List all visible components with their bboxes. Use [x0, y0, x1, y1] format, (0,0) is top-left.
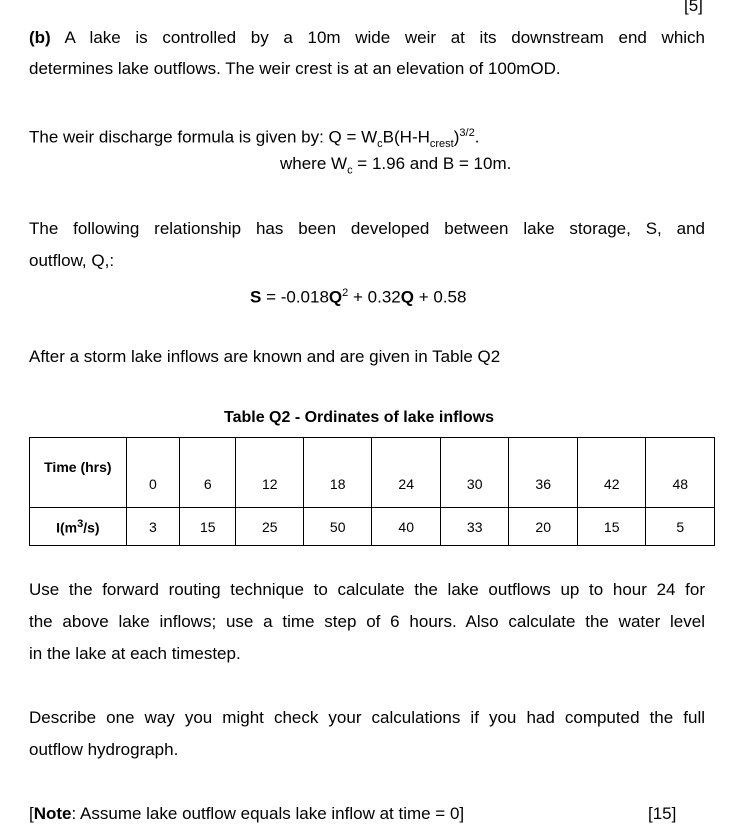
part-b-label: (b): [29, 28, 51, 47]
marks-bottom: [15]: [648, 804, 677, 823]
relationship-line1: The following relationship has been developed between lake storage, S, and: [29, 219, 705, 238]
inflow-cell: 3: [126, 508, 179, 546]
inflow-header: $I(m^3/s)$: [30, 508, 127, 546]
storage-equation: $S = -0.018Q^2 + 0.32Q + 0.58$: [250, 287, 467, 307]
weir-where: where $W_c = 1.96$ and B = 10m.: [280, 154, 512, 177]
time-cell: 12: [236, 438, 303, 508]
table-caption: Table Q2 - Ordinates of lake inflows: [224, 409, 494, 426]
part-b-line1: (b) A lake is controlled by a 10m wide weir at its downstream end which: [29, 28, 706, 47]
part-b-line2: determines lake outflows. The weir crest is at an elevation of 100mOD.: [29, 59, 561, 78]
inflow-cell: 15: [180, 508, 236, 546]
inflow-cell: 33: [440, 508, 509, 546]
inflow-cell: 50: [303, 508, 372, 546]
table-row-inflow: [30, 508, 715, 546]
time-cell: 24: [372, 438, 441, 508]
inflow-cell: 25: [236, 508, 303, 546]
inflow-cell: 15: [577, 508, 646, 546]
inflow-cell: 5: [646, 508, 715, 546]
time-cell: 48: [646, 438, 715, 508]
storm-text: After a storm lake inflows are known and are given in Table Q2: [29, 347, 501, 366]
describe-line2: outflow hydrograph.: [29, 740, 179, 759]
inflow-cell: 20: [509, 508, 578, 546]
weir-formula: The weir discharge formula is given by: $Q = W_cB(H-H_{crest})^{3/2}$.: [29, 127, 480, 151]
inflow-cell: 40: [372, 508, 441, 546]
time-cell: 42: [577, 438, 646, 508]
inflow-table: [29, 437, 715, 546]
time-cell: 6: [180, 438, 236, 508]
time-cell: 30: [440, 438, 509, 508]
marks-top: [5]: [684, 0, 703, 15]
relationship-line2: outflow, Q,:: [29, 251, 115, 270]
task-line2: the above lake inflows; use a time step of 6 hours. Also calculate the water level: [29, 612, 705, 631]
note: [Note: Assume lake outflow equals lake inflow at time = 0]: [29, 804, 465, 823]
task-line1: Use the forward routing technique to calculate the lake outflows up to hour 24 for: [29, 580, 705, 599]
time-cell: 36: [509, 438, 578, 508]
describe-line1: Describe one way you might check your calculations if you had computed the full: [29, 708, 705, 727]
time-header: Time (hrs): [30, 438, 127, 508]
time-cell: 0: [126, 438, 179, 508]
table-row-time: [30, 438, 715, 508]
time-cell: 18: [303, 438, 372, 508]
task-line3: in the lake at each timestep.: [29, 644, 241, 663]
